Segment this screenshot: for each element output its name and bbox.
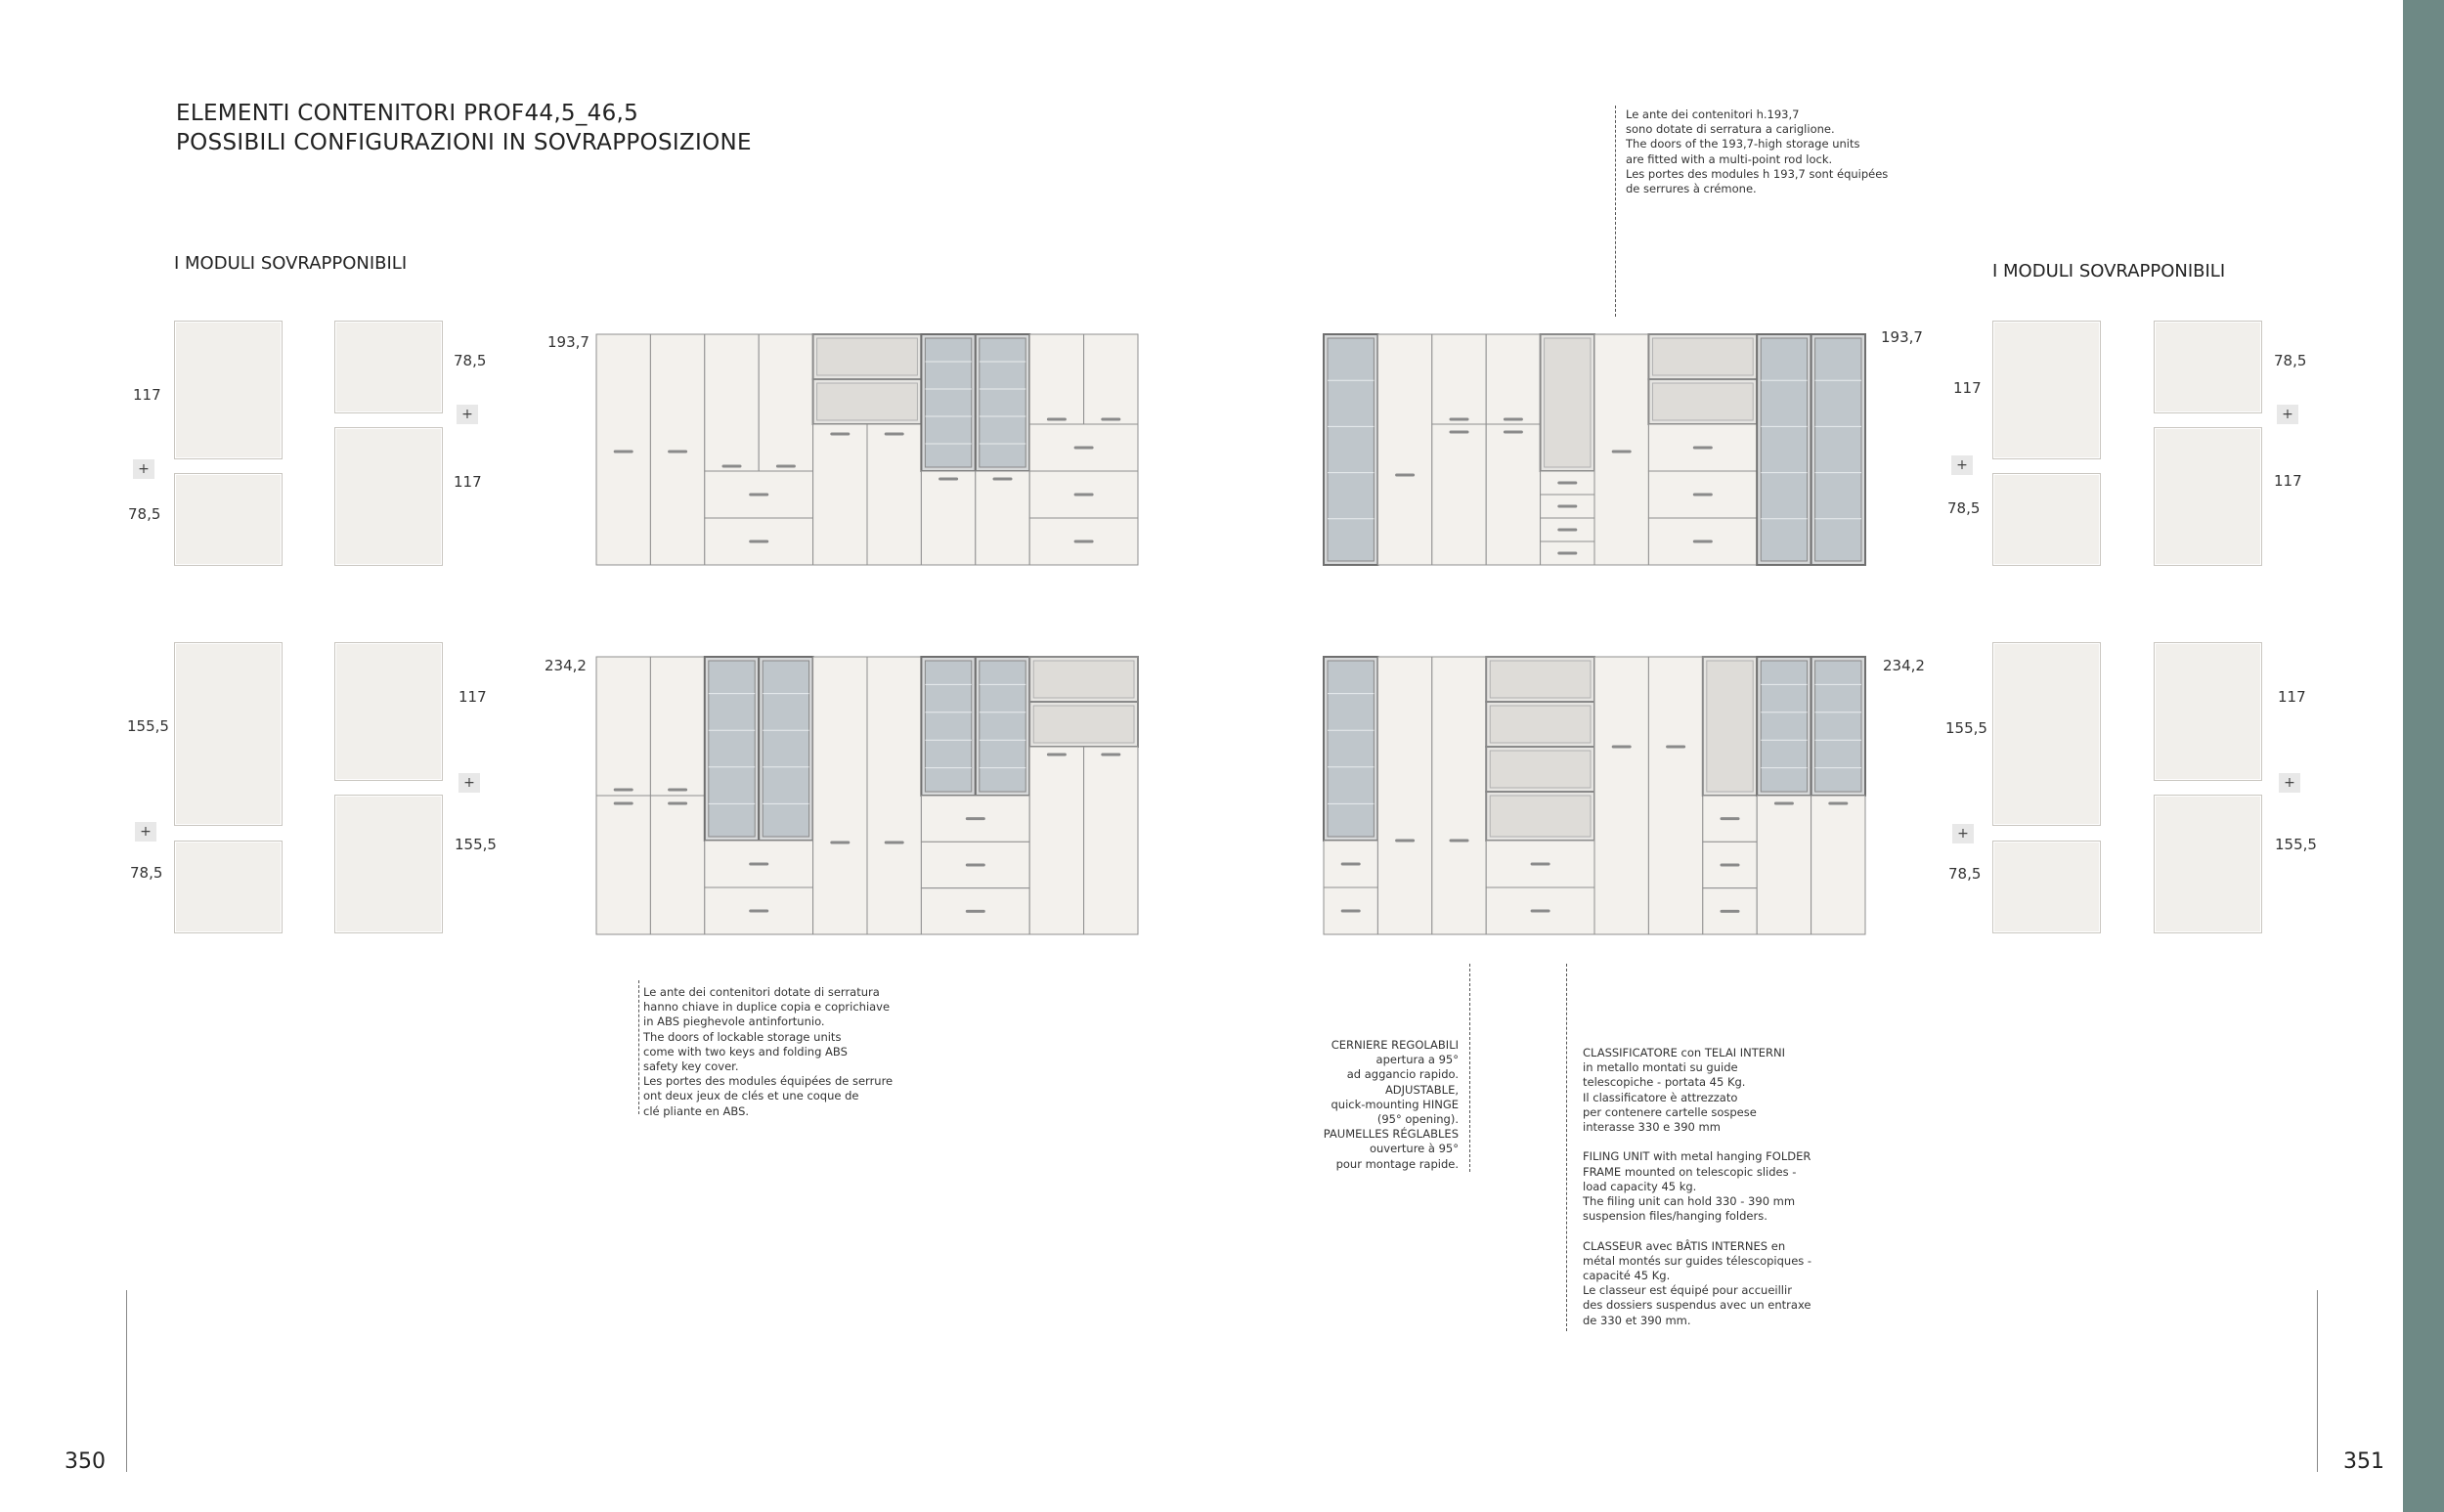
cabinet-door bbox=[1377, 657, 1431, 934]
dimension-label: 117 bbox=[133, 386, 161, 404]
plus-icon: + bbox=[133, 459, 154, 479]
lock-note: Le ante dei contenitori dotate di serratura hanno chiave in duplice copia e coprichiave in ABS pieghevole antinfortunio. The doors of lockable storage units come with two keys and folding ABS safety key cover. Les portes des modules équipées de serrure ont deux jeux de clés et une coque de clé pliante en ABS. bbox=[643, 985, 894, 1118]
dimension-label: 117 bbox=[1953, 379, 1982, 397]
page-edge-band bbox=[2403, 0, 2444, 1512]
filing-leader-line bbox=[1566, 964, 1567, 1331]
cabinet-door bbox=[596, 796, 650, 934]
cabinet-door bbox=[1648, 657, 1702, 934]
module-78-5 bbox=[1992, 473, 2101, 566]
cabinet-door bbox=[1486, 334, 1540, 424]
margin-rule-left bbox=[126, 1290, 127, 1472]
dimension-label: 78,5 bbox=[1948, 865, 1982, 883]
cabinet-door bbox=[650, 796, 704, 934]
handle-icon bbox=[1341, 910, 1361, 913]
title-line-2: POSSIBILI CONFIGURAZIONI IN SOVRAPPOSIZIONE bbox=[176, 130, 752, 155]
plus-icon: + bbox=[135, 822, 156, 842]
title-line-1: ELEMENTI CONTENITORI PROF44,5_46,5 bbox=[176, 101, 639, 126]
lock-leader-line bbox=[638, 980, 639, 1114]
handle-icon bbox=[1504, 418, 1523, 421]
handle-icon bbox=[885, 433, 904, 436]
cabinet-door bbox=[1811, 796, 1865, 934]
handle-icon bbox=[1047, 754, 1067, 756]
dimension-label: 78,5 bbox=[2274, 352, 2307, 369]
plus-icon: + bbox=[457, 405, 478, 424]
cabinet-door bbox=[650, 334, 704, 565]
elevation-units bbox=[596, 334, 1138, 565]
plus-icon: + bbox=[2279, 773, 2300, 793]
cabinet-door bbox=[1377, 334, 1431, 565]
handle-icon bbox=[1693, 447, 1713, 450]
plus-icon: + bbox=[458, 773, 480, 793]
storage-elevation-bottom-right bbox=[1324, 657, 1865, 934]
storage-elevation-top-right bbox=[1324, 334, 1865, 565]
margin-rule-right bbox=[2317, 1290, 2318, 1472]
dimension-label: 117 bbox=[2274, 472, 2302, 490]
module-155-5 bbox=[2154, 795, 2262, 933]
elevation-units bbox=[1324, 334, 1865, 565]
handle-icon bbox=[993, 478, 1013, 481]
page-number-left: 350 bbox=[65, 1449, 106, 1474]
module-78-5 bbox=[2154, 321, 2262, 413]
module-78-5 bbox=[174, 841, 283, 933]
handle-icon bbox=[668, 802, 687, 805]
page-title bbox=[176, 99, 752, 157]
cabinet-door bbox=[1432, 657, 1486, 934]
module-117 bbox=[2154, 642, 2262, 781]
handle-icon bbox=[1504, 431, 1523, 434]
dimension-label: 155,5 bbox=[1945, 719, 1987, 737]
cabinet-door bbox=[867, 424, 921, 565]
module-155-5 bbox=[1992, 642, 2101, 826]
dimension-label: 155,5 bbox=[2275, 836, 2317, 853]
cabinet-door bbox=[1594, 657, 1648, 934]
module-117 bbox=[2154, 427, 2262, 566]
cremone-leader-line bbox=[1615, 106, 1616, 317]
handle-icon bbox=[1693, 494, 1713, 497]
storage-elevation-top-left bbox=[596, 334, 1138, 565]
cabinet-door bbox=[596, 657, 650, 796]
handle-icon bbox=[1395, 840, 1415, 842]
handle-icon bbox=[749, 910, 768, 913]
elevation-units bbox=[1324, 657, 1865, 934]
handle-icon bbox=[614, 451, 633, 454]
module-155-5 bbox=[334, 795, 443, 933]
handle-icon bbox=[776, 465, 796, 468]
handle-icon bbox=[749, 494, 768, 497]
handle-icon bbox=[1074, 494, 1094, 497]
handle-icon bbox=[749, 863, 768, 866]
handle-icon bbox=[1666, 746, 1685, 749]
cabinet-door bbox=[921, 471, 975, 565]
dimension-label: 78,5 bbox=[130, 864, 163, 882]
hinge-leader-line bbox=[1469, 964, 1470, 1172]
dimension-label: 155,5 bbox=[455, 836, 497, 853]
handle-icon bbox=[1450, 431, 1469, 434]
handle-icon bbox=[1557, 552, 1577, 555]
module-117 bbox=[334, 642, 443, 781]
left-modules-heading: I MODULI SOVRAPPONIBILI bbox=[174, 253, 408, 274]
hinge-note: CERNIERE REGOLABILI apertura a 95° ad aggancio rapido. ADJUSTABLE, quick-mounting HINGE (95° opening). PAUMELLES RÉGLABLES ouverture à 95° pour montage rapide. bbox=[1323, 1038, 1459, 1171]
handle-icon bbox=[1828, 802, 1848, 805]
handle-icon bbox=[1341, 863, 1361, 866]
dimension-label: 78,5 bbox=[454, 352, 487, 369]
handle-icon bbox=[1531, 910, 1550, 913]
handle-icon bbox=[1557, 505, 1577, 508]
handle-icon bbox=[749, 540, 768, 543]
cremone-note: Le ante dei contenitori h.193,7 sono dotate di serratura a cariglione. The doors of the 193,7-high storage units are fitted with a multi-point rod lock. Les portes des modules h 193,7 sont équipées de serrures à crémone. bbox=[1626, 108, 1889, 196]
module-117 bbox=[334, 427, 443, 566]
handle-icon bbox=[1074, 447, 1094, 450]
handle-icon bbox=[1774, 802, 1794, 805]
cabinet-door bbox=[1757, 796, 1811, 934]
dimension-label: 117 bbox=[2278, 688, 2306, 706]
plus-icon: + bbox=[1951, 455, 1973, 475]
handle-icon bbox=[1557, 482, 1577, 485]
handle-icon bbox=[830, 433, 850, 436]
cabinet-door bbox=[813, 657, 867, 934]
handle-icon bbox=[1721, 864, 1740, 867]
dimension-label: 155,5 bbox=[127, 717, 169, 735]
module-78-5 bbox=[1992, 841, 2101, 933]
handle-icon bbox=[1693, 540, 1713, 543]
handle-icon bbox=[938, 478, 958, 481]
plus-icon: + bbox=[1952, 824, 1974, 843]
handle-icon bbox=[1101, 418, 1120, 421]
elevation-height-label: 193,7 bbox=[1881, 328, 1923, 346]
handle-icon bbox=[1557, 529, 1577, 532]
handle-icon bbox=[966, 864, 985, 867]
cabinet-door bbox=[867, 657, 921, 934]
handle-icon bbox=[966, 817, 985, 820]
handle-icon bbox=[668, 451, 687, 454]
handle-icon bbox=[966, 910, 985, 913]
handle-icon bbox=[885, 842, 904, 844]
cabinet-door bbox=[1029, 334, 1083, 424]
handle-icon bbox=[830, 842, 850, 844]
elevation-height-label: 234,2 bbox=[1883, 657, 1925, 674]
handle-icon bbox=[1450, 418, 1469, 421]
cabinet-door bbox=[1432, 334, 1486, 424]
module-117 bbox=[1992, 321, 2101, 459]
cabinet-door bbox=[1084, 334, 1138, 424]
cabinet-door bbox=[759, 334, 812, 471]
cabinet-door bbox=[976, 471, 1029, 565]
dimension-label: 117 bbox=[454, 473, 482, 491]
handle-icon bbox=[1721, 910, 1740, 913]
handle-icon bbox=[1047, 418, 1067, 421]
cabinet-door bbox=[1084, 747, 1138, 934]
handle-icon bbox=[1612, 451, 1632, 454]
elevation-height-label: 193,7 bbox=[547, 333, 589, 351]
storage-elevation-bottom-left bbox=[596, 657, 1138, 934]
cabinet-door bbox=[1486, 424, 1540, 565]
dimension-label: 78,5 bbox=[1947, 499, 1981, 517]
handle-icon bbox=[722, 465, 742, 468]
module-78-5 bbox=[334, 321, 443, 413]
handle-icon bbox=[1612, 746, 1632, 749]
handle-icon bbox=[614, 789, 633, 792]
cabinet-door bbox=[1594, 334, 1648, 565]
filing-note: CLASSIFICATORE con TELAI INTERNI in metallo montati su guide telescopiche - portata 45 Kg. Il classificatore è attrezzato per contenere cartelle sospese interasse 330 e 390 mm FILING UNIT with metal hanging FOLDER FRAME mounted on telescopic slides - load capacity 45 kg. The filing unit can hold 330 - 390 mm suspension files/hanging folders. CLASSEUR avec BÂTIS INTERNES en métal montés sur guides télescopiques - capacité 45 Kg. Le classeur est équipé pour accueillir des dossiers suspendus avec un entraxe de 330 et 390 mm. bbox=[1583, 1046, 1812, 1327]
handle-icon bbox=[1721, 817, 1740, 820]
dimension-label: 78,5 bbox=[128, 505, 161, 523]
cabinet-door bbox=[650, 657, 704, 796]
module-78-5 bbox=[174, 473, 283, 566]
module-155-5 bbox=[174, 642, 283, 826]
handle-icon bbox=[668, 789, 687, 792]
page-number-right: 351 bbox=[2343, 1449, 2384, 1474]
module-117 bbox=[174, 321, 283, 459]
handle-icon bbox=[614, 802, 633, 805]
cabinet-door bbox=[1029, 747, 1083, 934]
handle-icon bbox=[1450, 840, 1469, 842]
handle-icon bbox=[1074, 540, 1094, 543]
right-modules-heading: I MODULI SOVRAPPONIBILI bbox=[1992, 261, 2226, 281]
handle-icon bbox=[1101, 754, 1120, 756]
elevation-units bbox=[596, 657, 1138, 934]
cabinet-door bbox=[705, 334, 759, 471]
cabinet-door bbox=[813, 424, 867, 565]
cabinet-door bbox=[1432, 424, 1486, 565]
plus-icon: + bbox=[2277, 405, 2298, 424]
handle-icon bbox=[1395, 474, 1415, 477]
dimension-label: 117 bbox=[458, 688, 487, 706]
handle-icon bbox=[1531, 863, 1550, 866]
cabinet-door bbox=[596, 334, 650, 565]
elevation-height-label: 234,2 bbox=[545, 657, 587, 674]
